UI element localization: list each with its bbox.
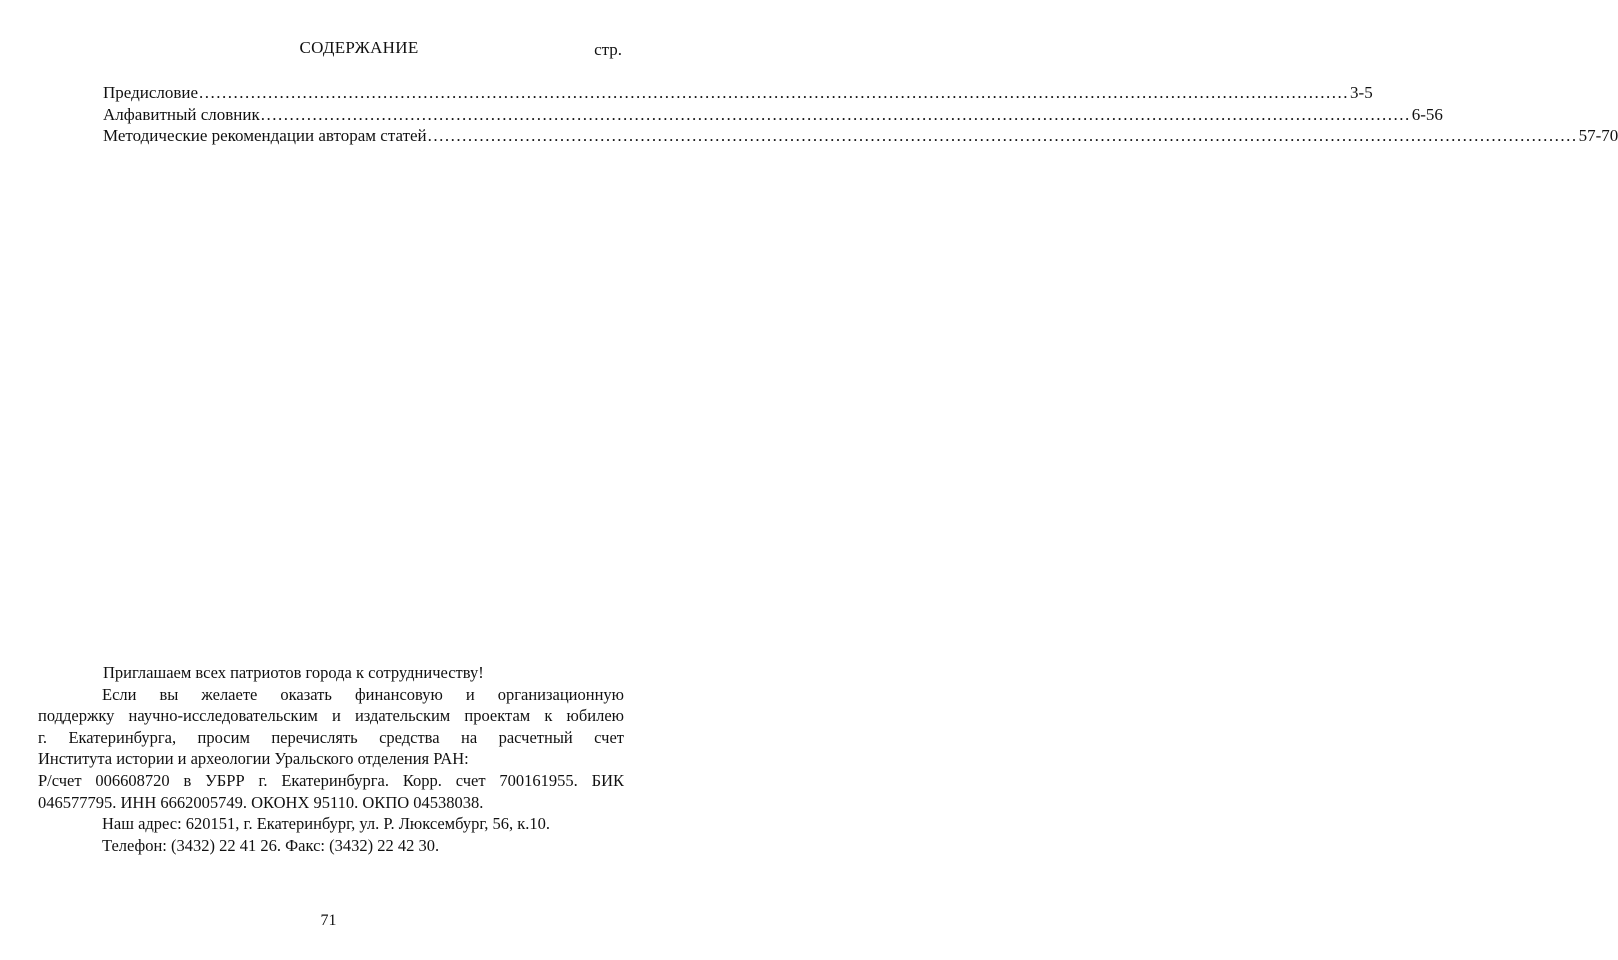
toc-entry-label: Предисловие (103, 83, 199, 102)
toc-entry-pages: 57-70 (1578, 126, 1618, 145)
support-line: Если вы желаете оказать финансовую и организационную (102, 684, 624, 704)
address-line: Наш адрес: 620151, г. Екатеринбург, ул. Р. Люксембург, 56, к.10. (102, 814, 551, 834)
toc-entry-label: Алфавитный словник (103, 104, 260, 124)
support-line: г. Екатеринбурга, просим перечислять средства на расчетный счет (38, 727, 624, 747)
toc-leader-dots: ........................................................................................................................................................................................................ (199, 83, 1350, 102)
support-line: поддержку научно-исследовательским и издательским проектам к юбилею (38, 706, 624, 726)
bank-details-line: Р/счет 006608720 в УБРР г. Екатеринбурга. Корр. счет 700161955. БИК (38, 770, 624, 790)
phone-fax-line: Телефон: (3432) 22 41 26. Факс: (3432) 22 42 30. (102, 835, 440, 855)
support-line: Института истории и археологии Уральского отделения РАН: (38, 749, 469, 769)
toc-list (103, 82, 1618, 147)
toc-title: СОДЕРЖАНИЕ (299, 38, 419, 57)
toc-entry (103, 82, 1373, 104)
bank-details-line: 046577795. ИНН 6662005749. ОКОНХ 95110. ОКПО 04538038. (38, 792, 484, 812)
toc-header (96, 38, 622, 62)
invitation-line: Приглашаем всех патриотов города к сотрудничеству! (103, 663, 484, 682)
sponsorship-appeal (38, 662, 624, 856)
page-number: 71 (320, 912, 337, 929)
toc-leader-dots: ........................................................................................................................................................................................................ (260, 104, 1411, 124)
toc-leader-dots: ........................................................................................................................................................................................................ (427, 126, 1578, 145)
toc-entry-label: Методические рекомендации авторам статей (103, 126, 427, 145)
toc-entry (103, 104, 1443, 126)
toc-entry-pages: 6-56 (1411, 104, 1443, 124)
toc-page-column-label: стр. (594, 40, 622, 59)
toc-entry (103, 125, 1618, 147)
toc-entry-pages: 3-5 (1350, 83, 1373, 102)
